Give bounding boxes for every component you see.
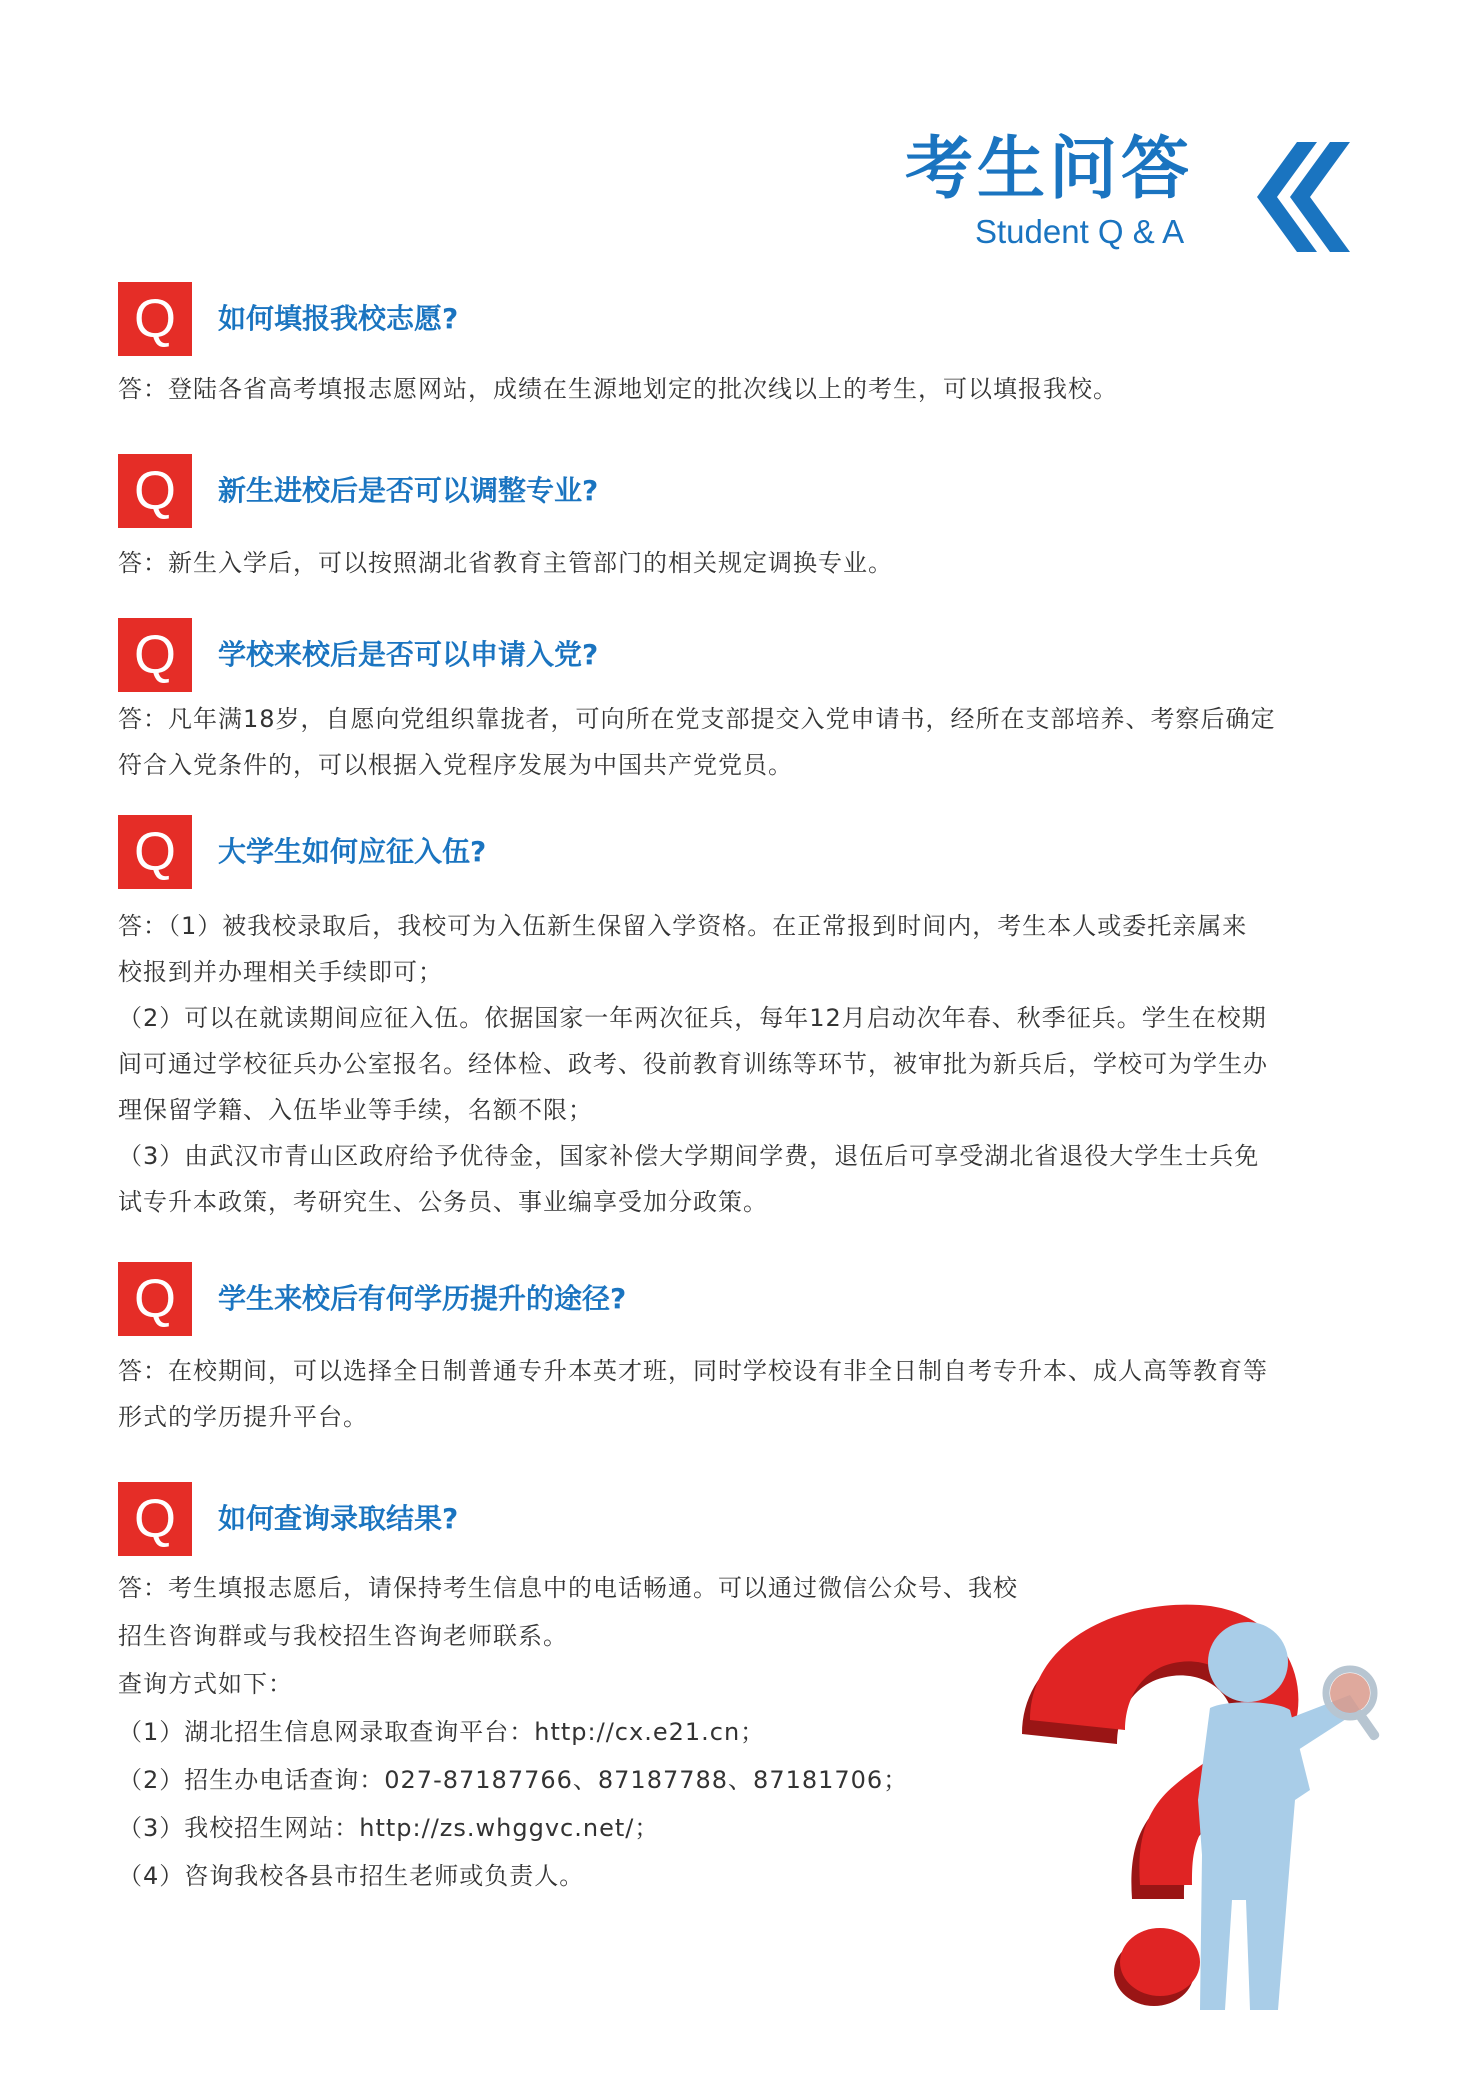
qa-block <box>118 618 1358 788</box>
question-text: 学生来校后有何学历提升的途径? <box>218 1282 627 1315</box>
answer-line: 形式的学历提升平台。 <box>118 1403 368 1431</box>
answer-text <box>118 1348 1358 1440</box>
answer-line: （3）由武汉市青山区政府给予优待金，国家补偿大学期间学费，退伍后可享受湖北省退役大学生士兵免 <box>118 1142 1260 1170</box>
answer-line: 符合入党条件的，可以根据入党程序发展为中国共产党党员。 <box>118 751 793 779</box>
question-text: 新生进校后是否可以调整专业? <box>218 474 599 507</box>
qa-block <box>118 454 1358 586</box>
question-text: 学校来校后是否可以申请入党? <box>218 638 599 671</box>
answer-line: （2）招生办电话查询：027-87187766、87187788、87181706； <box>118 1766 909 1794</box>
answer-line: （1）湖北招生信息网录取查询平台：http://cx.e21.cn； <box>118 1718 766 1746</box>
header-subtitle: Student Q & A <box>975 213 1185 250</box>
answer-line: （4）咨询我校各县市招生老师或负责人。 <box>118 1862 585 1890</box>
answer-line: 试专升本政策，考研究生、公务员、事业编享受加分政策。 <box>118 1188 768 1216</box>
question-mark-figure-illustration <box>1010 1600 1400 2020</box>
answer-line: 查询方式如下： <box>118 1670 293 1698</box>
answer-line: 答：凡年满18岁，自愿向党组织靠拢者，可向所在党支部提交入党申请书，经所在支部培养、考察后确定 <box>118 705 1276 733</box>
q-badge: Q <box>118 618 192 692</box>
answer-text <box>118 696 1358 788</box>
question-text: 如何填报我校志愿? <box>218 302 459 335</box>
qa-block <box>118 1262 1358 1440</box>
answer-line: 间可通过学校征兵办公室报名。经体检、政考、役前教育训练等环节，被审批为新兵后，学校可为学生办 <box>118 1050 1268 1078</box>
answer-line: （3）我校招生网站：http://zs.whggvc.net/； <box>118 1814 660 1842</box>
answer-text <box>118 903 1358 1225</box>
answer-text <box>118 540 1358 586</box>
double-chevron-left-icon <box>1255 142 1350 252</box>
answer-line: 答：（1）被我校录取后，我校可为入伍新生保留入学资格。在正常报到时间内，考生本人或委托亲属来 <box>118 912 1248 940</box>
qa-block <box>118 282 1358 412</box>
question-text: 如何查询录取结果? <box>218 1502 459 1535</box>
q-badge: Q <box>118 1262 192 1336</box>
q-badge: Q <box>118 282 192 356</box>
q-badge: Q <box>118 454 192 528</box>
q-badge: Q <box>118 815 192 889</box>
answer-line: 招生咨询群或与我校招生咨询老师联系。 <box>118 1622 568 1650</box>
header-title: 考生问答 <box>905 130 1194 209</box>
answer-line: （2）可以在就读期间应征入伍。依据国家一年两次征兵，每年12月启动次年春、秋季征兵。学生在校期 <box>118 1004 1267 1032</box>
question-text: 大学生如何应征入伍? <box>218 835 487 868</box>
q-badge: Q <box>118 1482 192 1556</box>
answer-line: 校报到并办理相关手续即可； <box>118 958 443 986</box>
answer-line: 答：考生填报志愿后，请保持考生信息中的电话畅通。可以通过微信公众号、我校 <box>118 1574 1018 1602</box>
qa-block <box>118 815 1358 1225</box>
answer-line: 答：登陆各省高考填报志愿网站，成绩在生源地划定的批次线以上的考生，可以填报我校。 <box>118 375 1118 403</box>
answer-line: 答：新生入学后，可以按照湖北省教育主管部门的相关规定调换专业。 <box>118 549 893 577</box>
answer-line: 理保留学籍、入伍毕业等手续，名额不限； <box>118 1096 593 1124</box>
answer-text <box>118 366 1358 412</box>
answer-line: 答：在校期间，可以选择全日制普通专升本英才班，同时学校设有非全日制自考专升本、成人高等教育等 <box>118 1357 1268 1385</box>
